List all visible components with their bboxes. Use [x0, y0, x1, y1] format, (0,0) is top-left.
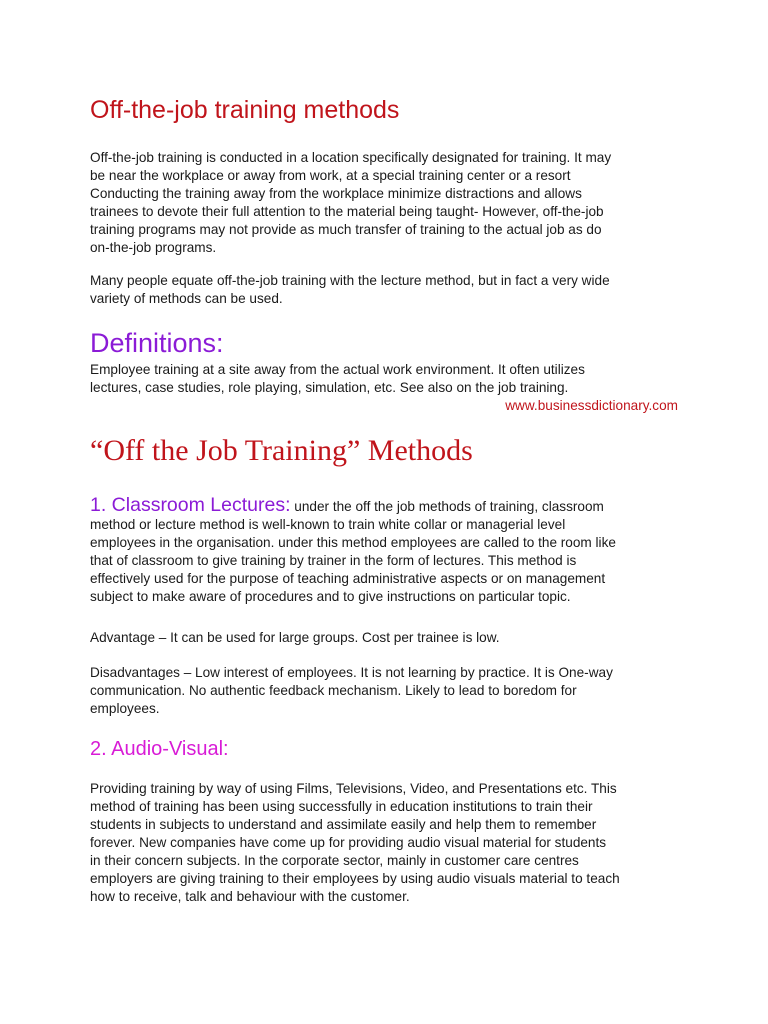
audio-visual-paragraph: Providing training by way of using Films, Televisions, Video, and Presentations etc. This method of training has been using successfully in education institutions to train their students in subjects to understand and assimilate easily and help them to remember forever. New companies have come up for providing audio visual material for students in their concern subjects. In the corporate sector, mainly in customer care centres employers are giving training to their employees by using audio visuals material to teach how to receive, talk and behaviour with the customer. — [90, 781, 620, 904]
methods-heading: “Off the Job Training” Methods — [90, 434, 473, 467]
definition-source: www.businessdictionary.com — [505, 398, 678, 413]
definitions-heading: Definitions: — [90, 328, 224, 358]
classroom-lectures-heading: 1. Classroom Lectures: — [90, 494, 291, 516]
advantage-paragraph: Advantage – It can be used for large groups. Cost per trainee is low. — [90, 630, 500, 645]
disadvantage-paragraph: Disadvantages – Low interest of employees. It is not learning by practice. It is One-way communication. No authentic feedback mechanism. Likely to lead to boredom for employees. — [90, 665, 613, 716]
audio-visual-heading: 2. Audio-Visual: — [90, 738, 229, 760]
definition-text: Employee training at a site away from the actual work environment. It often utilizes lectures, case studies, role playing, simulation, etc. See also on the job training. — [90, 362, 585, 395]
intro-paragraph-2: Many people equate off-the-job training with the lecture method, but in fact a very wide variety of methods can be used. — [90, 273, 610, 306]
page-title: Off-the-job training methods — [90, 96, 400, 124]
classroom-lectures-paragraph — [90, 496, 690, 606]
classroom-lectures-text: under the off the job methods of training, classroom method or lecture method is well-known to train white collar or managerial level employees in the organisation. under this method employees are called to the room like that of classroom to give training by trainer in the form of lectures. This method is effectively used for the purpose of teaching administrative aspects or on management subject to make aware of procedures and to give instructions on particular topic. — [90, 499, 616, 604]
intro-paragraph-1: Off-the-job training is conducted in a location specifically designated for training. It may be near the workplace or away from work, at a special training center or a resort Conducting the training away from the workplace minimize distractions and allows trainees to devote their full attention to the material being taught- However, off-the-job training programs may not provide as much transfer of training to the actual job as do on-the-job programs. — [90, 150, 612, 255]
